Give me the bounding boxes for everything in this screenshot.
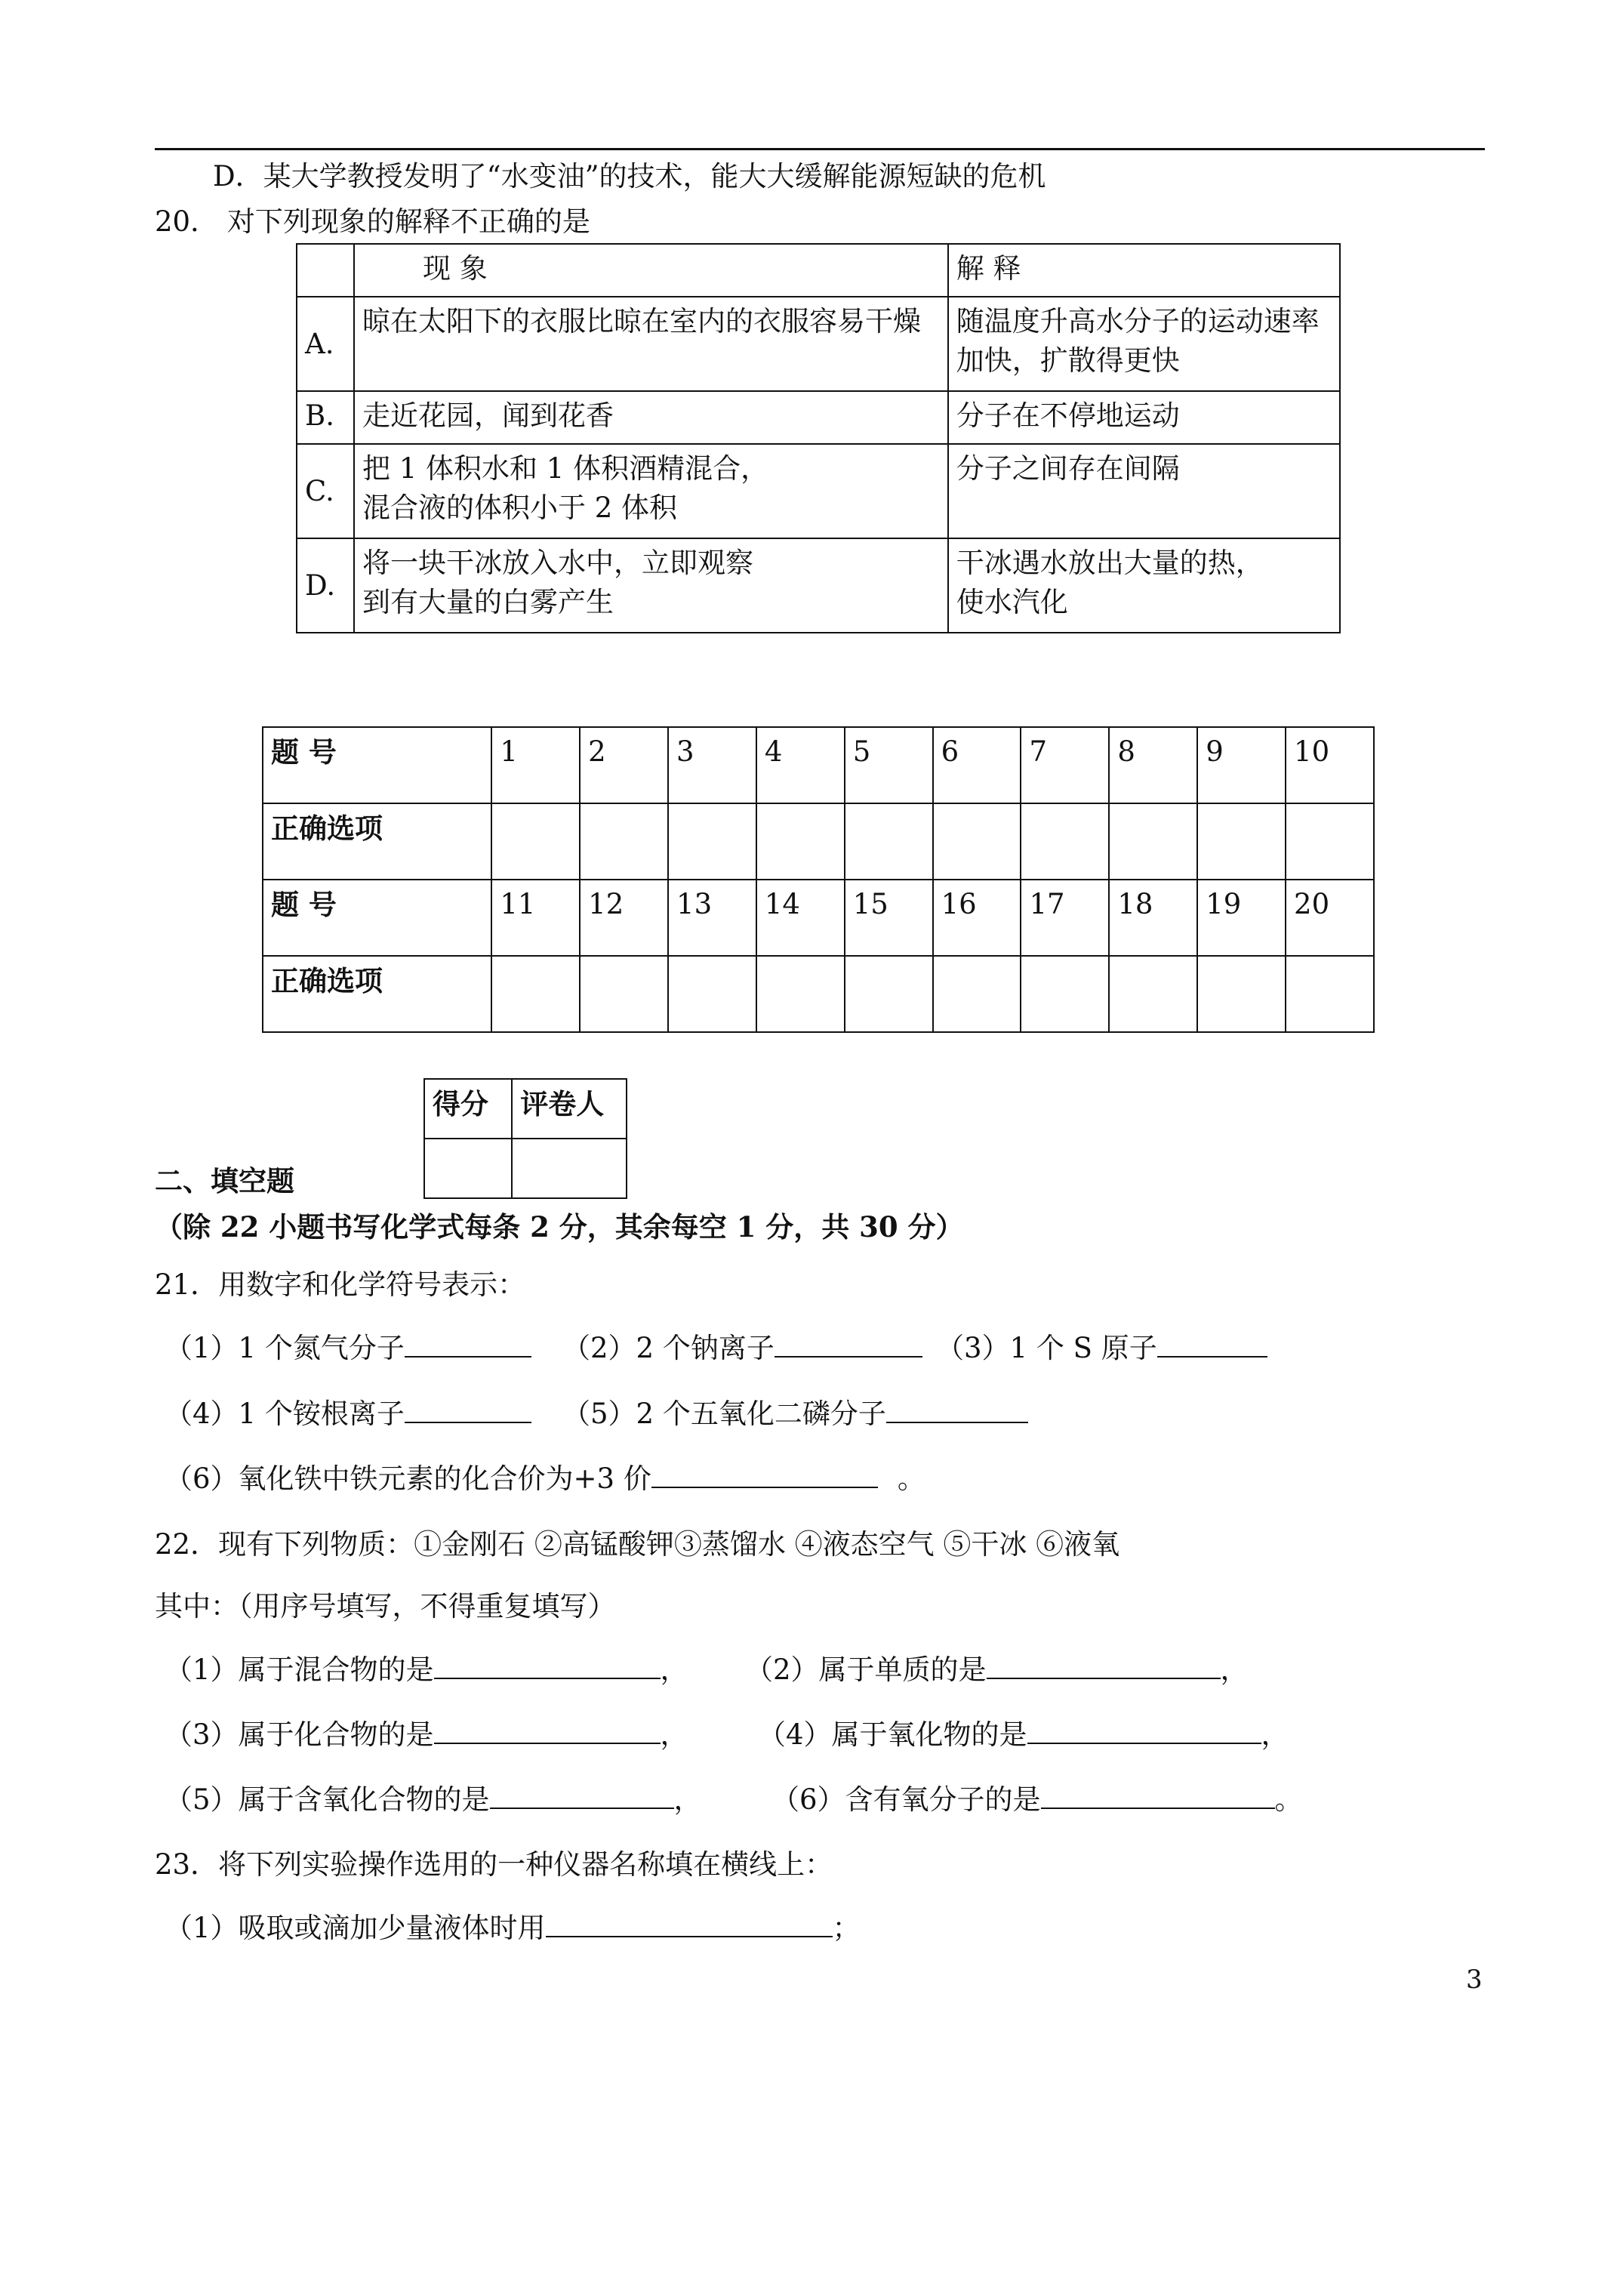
grid-number: 15 <box>845 880 933 956</box>
answer-blank[interactable] <box>651 1464 878 1488</box>
answer-blank[interactable] <box>490 1785 674 1809</box>
grid-answer-cell[interactable] <box>933 956 1021 1032</box>
q21-stem: 21．用数字和化学符号表示： <box>155 1268 526 1301</box>
grid-label-answer: 正确选项 <box>263 956 491 1032</box>
grid-answer-cell[interactable] <box>668 956 756 1032</box>
q20-stem: 20． 对下列现象的解释不正确的是 <box>155 205 590 238</box>
q21-item: （6）氧化铁中铁元素的化合价为+3 价 。 <box>165 1462 925 1495</box>
grid-number: 3 <box>668 727 756 803</box>
grid-answer-cell[interactable] <box>756 956 845 1032</box>
grid-number: 1 <box>491 727 580 803</box>
grid-number: 4 <box>756 727 845 803</box>
grid-answer-cell[interactable] <box>1286 803 1374 880</box>
grid-number: 9 <box>1197 727 1286 803</box>
q20-header-explanation: 解 释 <box>948 244 1340 297</box>
grid-answer-cell[interactable] <box>1109 803 1197 880</box>
section-title: 二、填空题 <box>155 1164 294 1197</box>
q21-item: （2）2 个钠离子 <box>562 1332 922 1365</box>
q22-stem: 22．现有下列物质：①金刚石 ②高锰酸钾③蒸馏水 ④液态空气 ⑤干冰 ⑥液氧 <box>155 1528 1120 1561</box>
q20-header-blank <box>297 244 354 297</box>
q21-item: （4）1 个铵根离子 <box>165 1398 531 1431</box>
q20-table <box>296 243 1341 633</box>
grid-answer-cell[interactable] <box>845 956 933 1032</box>
page-number: 3 <box>1466 1965 1483 1995</box>
q20-row-label: C. <box>297 444 354 538</box>
grid-label-number: 题 号 <box>263 727 491 803</box>
grader-cell[interactable] <box>512 1139 627 1198</box>
score-cell[interactable] <box>424 1139 512 1198</box>
grid-number: 2 <box>580 727 668 803</box>
answer-blank[interactable] <box>1027 1720 1261 1744</box>
grid-answer-cell[interactable] <box>1197 956 1286 1032</box>
q20-row-explanation: 分子之间存在间隔 <box>948 444 1340 538</box>
q22-sub: 其中：（用序号填写，不得重复填写） <box>155 1590 616 1623</box>
grid-number: 19 <box>1197 880 1286 956</box>
grid-number: 6 <box>933 727 1021 803</box>
q20-row-label: D. <box>297 538 354 633</box>
grader-label: 评卷人 <box>512 1079 627 1139</box>
grid-answer-cell[interactable] <box>1021 803 1109 880</box>
q19-option-d: D．某大学教授发明了“水变油”的技术，能大大缓解能源短缺的危机 <box>213 160 1046 193</box>
answer-blank[interactable] <box>775 1333 922 1358</box>
answer-grid <box>262 726 1375 1033</box>
q20-row-label: B. <box>297 391 354 444</box>
grid-number: 7 <box>1021 727 1109 803</box>
grid-answer-cell[interactable] <box>933 803 1021 880</box>
q20-row-phenomenon: 把 1 体积水和 1 体积酒精混合， 混合液的体积小于 2 体积 <box>354 444 948 538</box>
answer-blank[interactable] <box>886 1399 1028 1423</box>
grid-answer-cell[interactable] <box>1286 956 1374 1032</box>
grid-answer-cell[interactable] <box>491 956 580 1032</box>
grid-answer-cell[interactable] <box>491 803 580 880</box>
q20-row-phenomenon: 将一块干冰放入水中，立即观察 到有大量的白雾产生 <box>354 538 948 633</box>
answer-blank[interactable] <box>405 1333 531 1358</box>
q22-item: （2）属于单质的是 ， <box>745 1653 1249 1686</box>
grid-number: 10 <box>1286 727 1374 803</box>
answer-blank[interactable] <box>434 1655 661 1679</box>
grid-label-answer: 正确选项 <box>263 803 491 880</box>
grid-number: 20 <box>1286 880 1374 956</box>
answer-blank[interactable] <box>987 1655 1221 1679</box>
answer-blank[interactable] <box>405 1399 531 1423</box>
q22-item: （4）属于氧化物的是 ， <box>758 1718 1289 1751</box>
q21-item: （1）1 个氮气分子 <box>165 1332 531 1365</box>
grid-answer-cell[interactable] <box>1109 956 1197 1032</box>
score-box <box>423 1078 627 1199</box>
grid-number: 17 <box>1021 880 1109 956</box>
grid-answer-cell[interactable] <box>1021 956 1109 1032</box>
header-rule <box>155 148 1485 150</box>
q22-item: （5）属于含氧化合物的是 ， <box>165 1783 702 1816</box>
q23-stem: 23．将下列实验操作选用的一种仪器名称填在横线上： <box>155 1848 833 1881</box>
q20-row-explanation: 分子在不停地运动 <box>948 391 1340 444</box>
grid-answer-cell[interactable] <box>845 803 933 880</box>
q21-item: （5）2 个五氧化二磷分子 <box>562 1398 1028 1431</box>
q21-item: （3）1 个 S 原子 <box>936 1332 1267 1365</box>
grid-number: 11 <box>491 880 580 956</box>
answer-blank[interactable] <box>1157 1333 1267 1358</box>
grid-number: 12 <box>580 880 668 956</box>
answer-blank[interactable] <box>546 1913 833 1937</box>
grid-answer-cell[interactable] <box>580 803 668 880</box>
q20-row-explanation: 随温度升高水分子的运动速率加快，扩散得更快 <box>948 297 1340 391</box>
grid-answer-cell[interactable] <box>1197 803 1286 880</box>
q20-header-phenomenon: 现 象 <box>354 244 948 297</box>
grid-number: 16 <box>933 880 1021 956</box>
q20-row-label: A. <box>297 297 354 391</box>
grid-label-number: 题 号 <box>263 880 491 956</box>
grid-number: 5 <box>845 727 933 803</box>
q22-item: （1）属于混合物的是 ， <box>165 1653 688 1686</box>
grid-number: 14 <box>756 880 845 956</box>
q22-item: （6）含有氧分子的是 。 <box>771 1783 1303 1816</box>
grid-number: 13 <box>668 880 756 956</box>
grid-number: 18 <box>1109 880 1197 956</box>
q20-row-phenomenon: 晾在太阳下的衣服比晾在室内的衣服容易干燥 <box>354 297 948 391</box>
q20-row-explanation: 干冰遇水放出大量的热， 使水汽化 <box>948 538 1340 633</box>
score-label: 得分 <box>424 1079 512 1139</box>
q20-row-phenomenon: 走近花园，闻到花香 <box>354 391 948 444</box>
grid-answer-cell[interactable] <box>580 956 668 1032</box>
q22-item: （3）属于化合物的是 ， <box>165 1718 688 1751</box>
grid-answer-cell[interactable] <box>756 803 845 880</box>
grid-answer-cell[interactable] <box>668 803 756 880</box>
answer-blank[interactable] <box>1041 1785 1275 1809</box>
answer-blank[interactable] <box>434 1720 661 1744</box>
q23-item: （1）吸取或滴加少量液体时用 ； <box>165 1912 861 1944</box>
section-note: （除 22 小题书写化学式每条 2 分，其余每空 1 分，共 30 分） <box>155 1210 964 1244</box>
grid-number: 8 <box>1109 727 1197 803</box>
